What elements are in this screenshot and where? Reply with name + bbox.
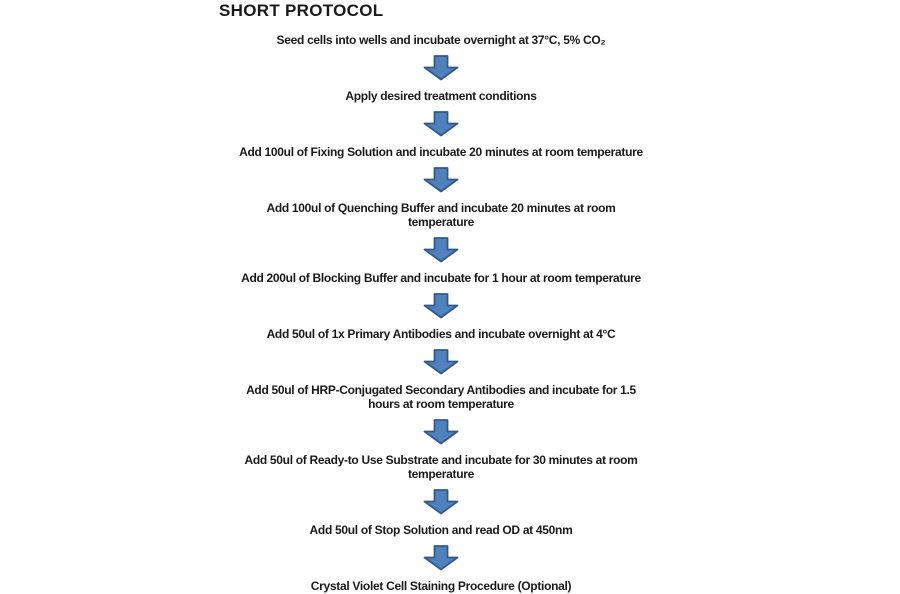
step-text-line: temperature — [407, 467, 475, 481]
down-arrow-icon — [423, 111, 459, 137]
step-text-line: Add 50ul of Stop Solution and read OD at 450nm — [309, 523, 573, 537]
step-text — [239, 145, 643, 159]
down-arrow-icon — [423, 237, 459, 263]
step-text — [345, 89, 536, 103]
down-arrow-icon — [423, 545, 459, 571]
step-text — [310, 523, 573, 537]
down-arrow-icon — [423, 55, 459, 81]
step-text-line: Add 100ul of Quenching Buffer and incubate 20 minutes at room — [266, 201, 616, 215]
down-arrow-icon — [423, 167, 459, 193]
flow-container — [0, 33, 882, 593]
step-text-line: Apply desired treatment conditions — [345, 89, 537, 103]
step-text-line: Add 50ul of 1x Primary Antibodies and incubate overnight at 4°C — [266, 327, 616, 341]
step-text-line: temperature — [407, 215, 475, 229]
step-text — [241, 271, 641, 285]
step-text — [246, 383, 636, 411]
step-text-line: Add 50ul of Ready-to Use Substrate and incubate for 30 minutes at room — [244, 453, 638, 467]
step-text — [244, 453, 637, 481]
down-arrow-icon — [423, 293, 459, 319]
step-text-line: Crystal Violet Cell Staining Procedure (Optional) — [310, 579, 572, 593]
step-text — [311, 579, 571, 593]
step-text-line: Seed cells into wells and incubate overnight at 37°C, 5% CO₂ — [276, 33, 606, 47]
step-text-line: Add 200ul of Blocking Buffer and incubate for 1 hour at room temperature — [241, 271, 641, 285]
page-title: SHORT PROTOCOL — [219, 1, 384, 20]
step-text-line: hours at room temperature — [368, 397, 514, 411]
step-text-line: Add 100ul of Fixing Solution and incubate 20 minutes at room temperature — [239, 145, 643, 159]
down-arrow-icon — [423, 419, 459, 445]
step-text — [267, 327, 616, 341]
step-text-line: Add 50ul of HRP-Conjugated Secondary Antibodies and incubate for 1.5 — [246, 383, 636, 397]
step-text — [266, 201, 615, 229]
step-text — [277, 33, 606, 47]
down-arrow-icon — [423, 489, 459, 515]
down-arrow-icon — [423, 349, 459, 375]
